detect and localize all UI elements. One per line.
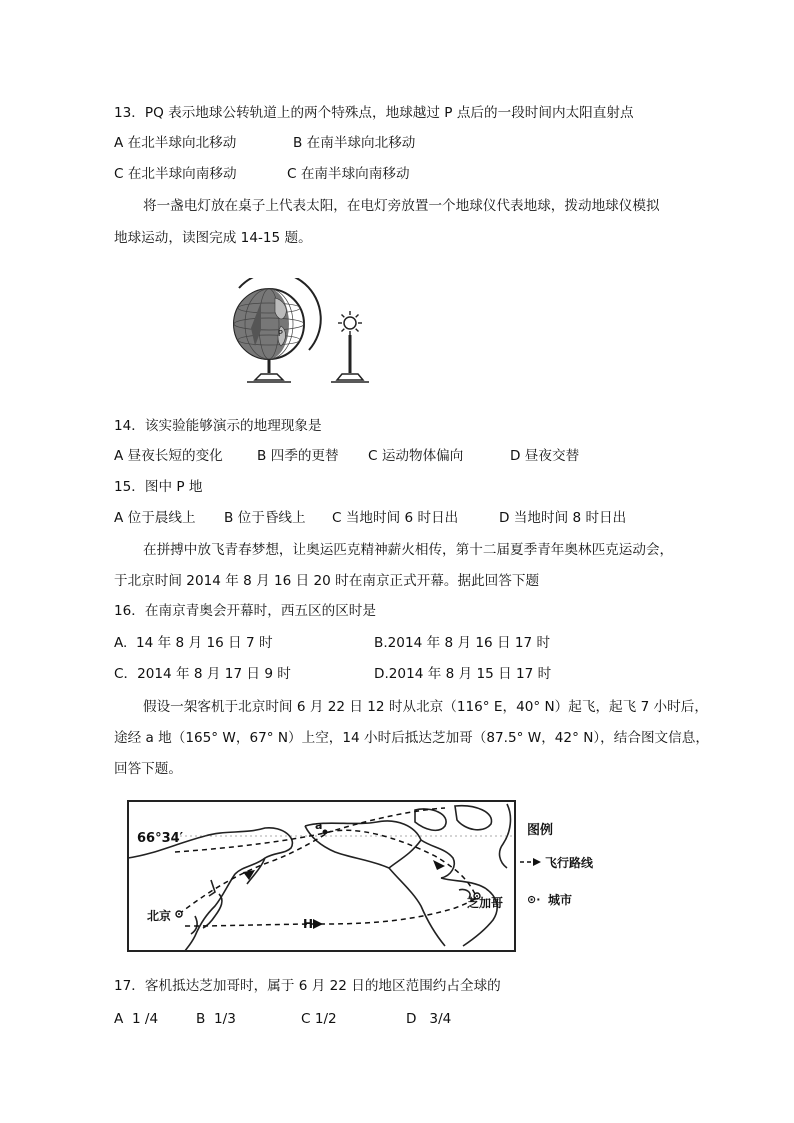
q13-option-c: C 在北半球向南移动 xyxy=(114,166,237,182)
q14-option-a: A 昼夜长短的变化 xyxy=(114,448,223,464)
q13-option-b: B 在南半球向北移动 xyxy=(293,135,416,151)
globe-point-p-label: P xyxy=(278,329,283,338)
map-legend xyxy=(520,822,594,907)
latitude-label-66-34: 66°34′ xyxy=(137,831,184,846)
intro3-line1: 假设一架客机于北京时间 6 月 22 日 12 时从北京（116° E，40° N）起飞，起飞 7 小时后， xyxy=(143,699,708,715)
q14-option-d: D 昼夜交替 xyxy=(510,448,580,464)
q15-option-a: A 位于晨线上 xyxy=(114,510,196,526)
q16-stem: 16．在南京青奥会开幕时，西五区的区时是 xyxy=(114,603,376,619)
q15-stem: 15．图中 P 地 xyxy=(114,479,203,495)
q16-option-a: A. 14 年 8 月 16 日 7 时 xyxy=(114,635,273,651)
q14-stem: 14．该实验能够演示的地理现象是 xyxy=(114,418,322,434)
q13-option-a: A 在北半球向北移动 xyxy=(114,135,237,151)
q16-option-c: C．2014 年 8 月 17 日 9 时 xyxy=(114,666,291,682)
q17-option-a: A 1 /4 xyxy=(114,1011,159,1027)
globe-lamp-figure xyxy=(225,278,375,388)
map-beijing-label: 北京 xyxy=(147,909,172,923)
q13-option-d: C 在南半球向南移动 xyxy=(287,166,410,182)
q16-option-d: D.2014 年 8 月 15 日 17 时 xyxy=(374,666,552,682)
intro3-line3: 回答下题。 xyxy=(114,761,182,777)
map-point-h-label: H xyxy=(303,917,314,931)
intro1-line1: 将一盏电灯放在桌子上代表太阳，在电灯旁放置一个地球仪代表地球，拨动地球仪模拟 xyxy=(143,198,660,214)
q14-option-c: C 运动物体偏向 xyxy=(368,448,464,464)
legend-route-label: 飞行路线 xyxy=(545,856,594,870)
q16-option-b: B.2014 年 8 月 16 日 17 时 xyxy=(374,635,551,651)
q17-option-b: B 1/3 xyxy=(196,1011,236,1027)
intro1-line2: 地球运动，读图完成 14-15 题。 xyxy=(114,230,312,246)
lamp-illustration xyxy=(331,311,369,382)
flight-route-map xyxy=(115,796,595,958)
map-chicago-label: 芝加哥 xyxy=(467,896,504,910)
q17-option-c: C 1/2 xyxy=(301,1011,337,1027)
intro2-line1: 在拼搏中放飞青春梦想，让奥运匹克精神薪火相传，第十二届夏季青年奥林匹克运动会， xyxy=(143,542,674,558)
intro2-line2: 于北京时间 2014 年 8 月 16 日 20 时在南京正式开幕。据此回答下题 xyxy=(114,573,540,589)
legend-title: 图例 xyxy=(527,823,554,838)
map-point-a-label: a xyxy=(315,819,323,832)
q13-stem: 13．PQ 表示地球公转轨道上的两个特殊点，地球越过 P 点后的一段时间内太阳直射点 xyxy=(114,105,634,121)
q15-option-b: B 位于昏线上 xyxy=(224,510,306,526)
q15-option-d: D 当地时间 8 时日出 xyxy=(499,510,627,526)
q14-option-b: B 四季的更替 xyxy=(257,448,339,464)
globe-illustration xyxy=(234,278,321,382)
q17-option-d: D 3/4 xyxy=(406,1011,452,1027)
q15-option-c: C 当地时间 6 时日出 xyxy=(332,510,459,526)
intro3-line2: 途经 a 地（165° W，67° N）上空，14 小时后抵达芝加哥（87.5° W，42° N），结合图文信息， xyxy=(114,730,709,746)
legend-city-label: 城市 xyxy=(548,893,573,907)
legend-city-symbol: ⊙· xyxy=(527,893,541,906)
q17-stem: 17．客机抵达芝加哥时，属于 6 月 22 日的地区范围约占全球的 xyxy=(114,978,501,994)
